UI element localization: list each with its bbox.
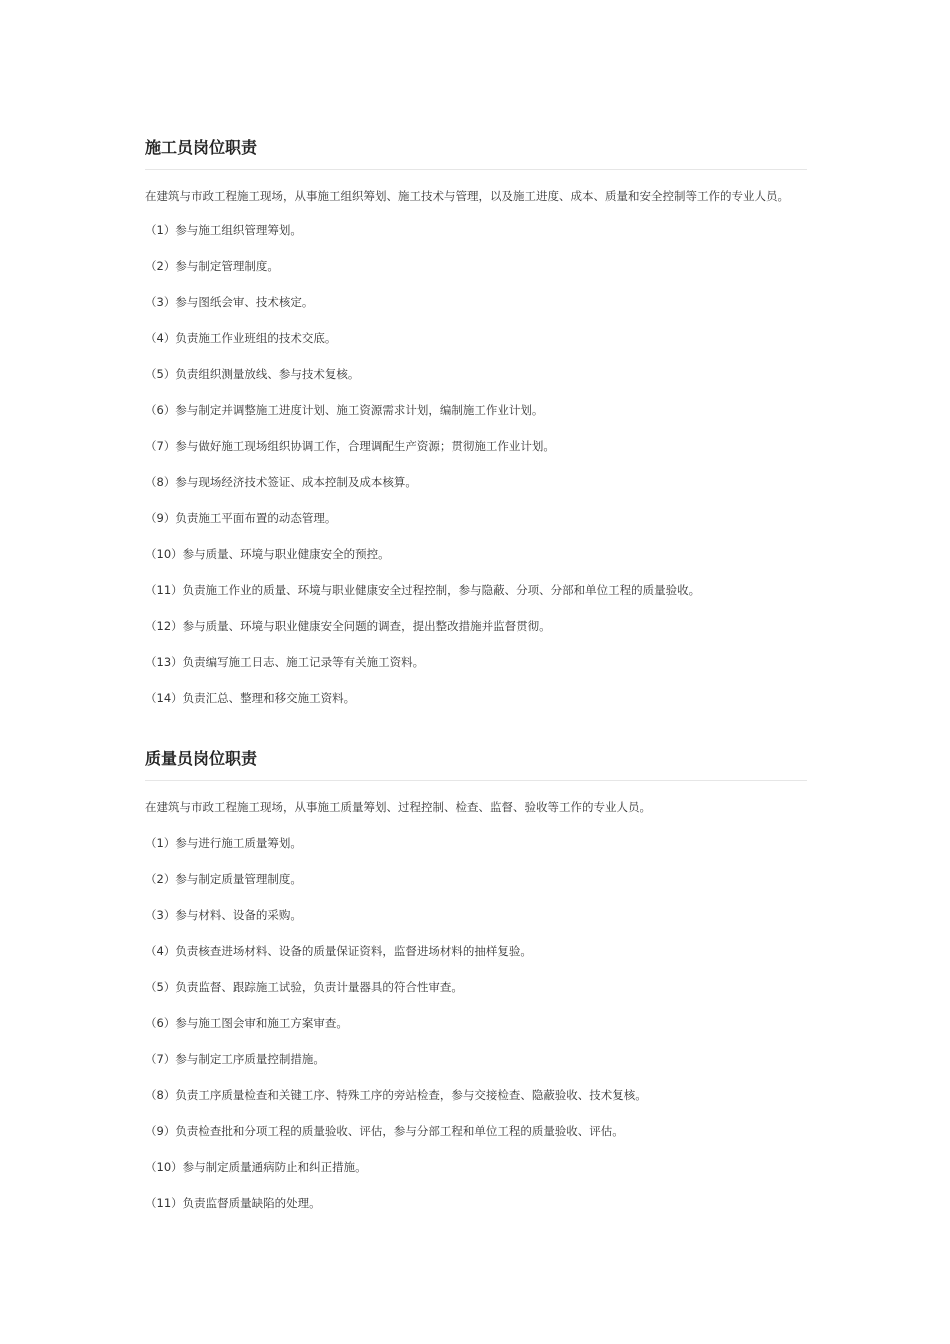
duty-item: （14）负责汇总、整理和移交施工资料。 <box>145 691 356 705</box>
section-title: 施工员岗位职责 <box>145 138 258 157</box>
duty-item: （3）参与图纸会审、技术核定。 <box>145 295 314 309</box>
section-intro: 在建筑与市政工程施工现场，从事施工质量筹划、过程控制、检查、监督、验收等工作的专业人员。 <box>145 800 651 814</box>
duty-list <box>145 212 807 716</box>
construction-worker-section <box>145 136 807 716</box>
duty-item: （4）负责核查进场材料、设备的质量保证资料，监督进场材料的抽样复验。 <box>145 944 532 958</box>
duty-item: （7）参与做好施工现场组织协调工作，合理调配生产资源；贯彻施工作业计划。 <box>145 439 555 453</box>
duty-item: （2）参与制定管理制度。 <box>145 259 279 273</box>
title-divider <box>145 780 807 781</box>
duty-item: （13）负责编写施工日志、施工记录等有关施工资料。 <box>145 655 425 669</box>
duty-item: （11）负责监督质量缺陷的处理。 <box>145 1196 321 1210</box>
duty-item: （1）参与进行施工质量筹划。 <box>145 836 302 850</box>
title-divider <box>145 169 807 170</box>
quality-inspector-section <box>145 747 807 1221</box>
duty-item: （10）参与制定质量通病防止和纠正措施。 <box>145 1160 367 1174</box>
section-title: 质量员岗位职责 <box>145 749 258 768</box>
duty-item: （8）参与现场经济技术签证、成本控制及成本核算。 <box>145 475 417 489</box>
duty-list <box>145 825 807 1221</box>
duty-item: （12）参与质量、环境与职业健康安全问题的调查，提出整改措施并监督贯彻。 <box>145 619 551 633</box>
duty-item: （4）负责施工作业班组的技术交底。 <box>145 331 337 345</box>
duty-item: （6）参与制定并调整施工进度计划、施工资源需求计划，编制施工作业计划。 <box>145 403 544 417</box>
duty-item: （5）负责监督、跟踪施工试验，负责计量器具的符合性审查。 <box>145 980 463 994</box>
duty-item: （11）负责施工作业的质量、环境与职业健康安全过程控制，参与隐蔽、分项、分部和单位工程的质量验收。 <box>145 583 701 597</box>
duty-item: （2）参与制定质量管理制度。 <box>145 872 302 886</box>
duty-item: （7）参与制定工序质量控制措施。 <box>145 1052 325 1066</box>
duty-item: （10）参与质量、环境与职业健康安全的预控。 <box>145 547 390 561</box>
duty-item: （9）负责检查批和分项工程的质量验收、评估，参与分部工程和单位工程的质量验收、评估。 <box>145 1124 624 1138</box>
duty-item: （5）负责组织测量放线、参与技术复核。 <box>145 367 360 381</box>
duty-item: （1）参与施工组织管理筹划。 <box>145 223 302 237</box>
duty-item: （6）参与施工图会审和施工方案审查。 <box>145 1016 348 1030</box>
section-intro: 在建筑与市政工程施工现场，从事施工组织筹划、施工技术与管理，以及施工进度、成本、质量和安全控制等工作的专业人员。 <box>145 189 789 203</box>
duty-item: （9）负责施工平面布置的动态管理。 <box>145 511 337 525</box>
duty-item: （8）负责工序质量检查和关键工序、特殊工序的旁站检查，参与交接检查、隐蔽验收、技术复核。 <box>145 1088 647 1102</box>
duty-item: （3）参与材料、设备的采购。 <box>145 908 302 922</box>
